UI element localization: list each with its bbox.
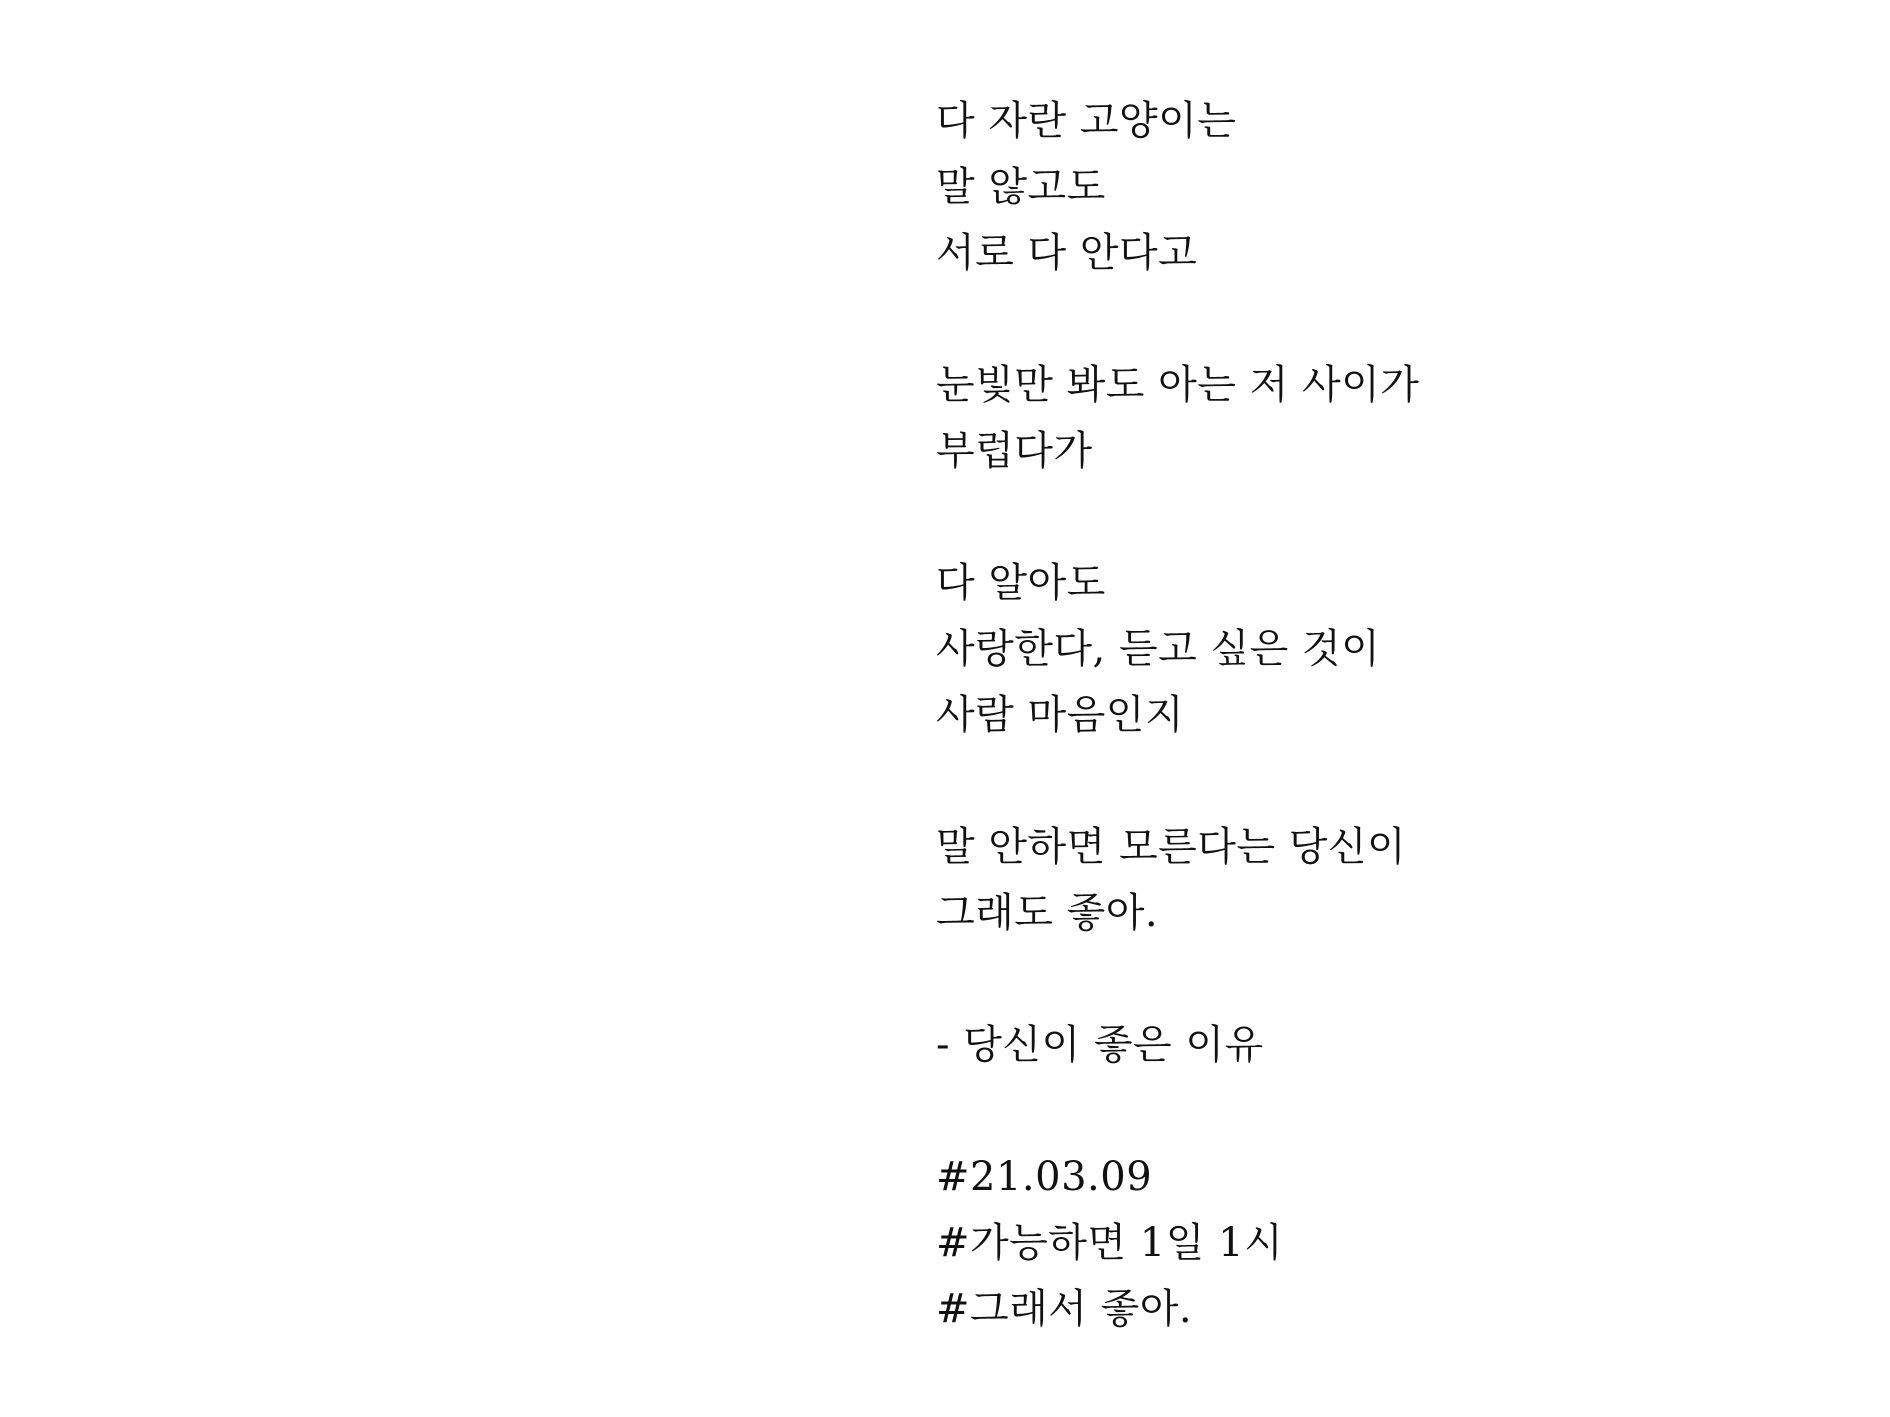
hashtag: #그래서 좋아. xyxy=(936,1286,1193,1332)
hashtag: #가능하면 1일 1시 xyxy=(936,1220,1284,1266)
poem-line: 부럽다가 xyxy=(936,428,1093,474)
poem-line: 말 안하면 모른다는 당신이 xyxy=(936,824,1407,870)
poem-line: 다 자란 고양이는 xyxy=(936,98,1237,144)
poem-line: 사랑한다, 듣고 싶은 것이 xyxy=(936,626,1381,672)
stanza-gap xyxy=(936,484,1836,550)
poem-line: 사람 마음인지 xyxy=(936,692,1185,738)
poem-line: 눈빛만 봐도 아는 저 사이가 xyxy=(936,362,1420,408)
poem-line: 그래도 좋아. xyxy=(936,890,1159,936)
poem-line: 말 않고도 xyxy=(936,164,1106,210)
stanza-gap xyxy=(936,286,1836,352)
stanza-gap xyxy=(936,946,1836,1012)
hashtag: #21.03.09 xyxy=(936,1154,1153,1200)
stanza-gap xyxy=(936,748,1836,814)
poem-signature: - 당신이 좋은 이유 xyxy=(936,1022,1264,1068)
poem-line: 다 알아도 xyxy=(936,560,1106,606)
poem-line: 서로 다 안다고 xyxy=(936,230,1198,276)
poem xyxy=(936,88,1836,1342)
stanza-gap xyxy=(936,1078,1836,1144)
